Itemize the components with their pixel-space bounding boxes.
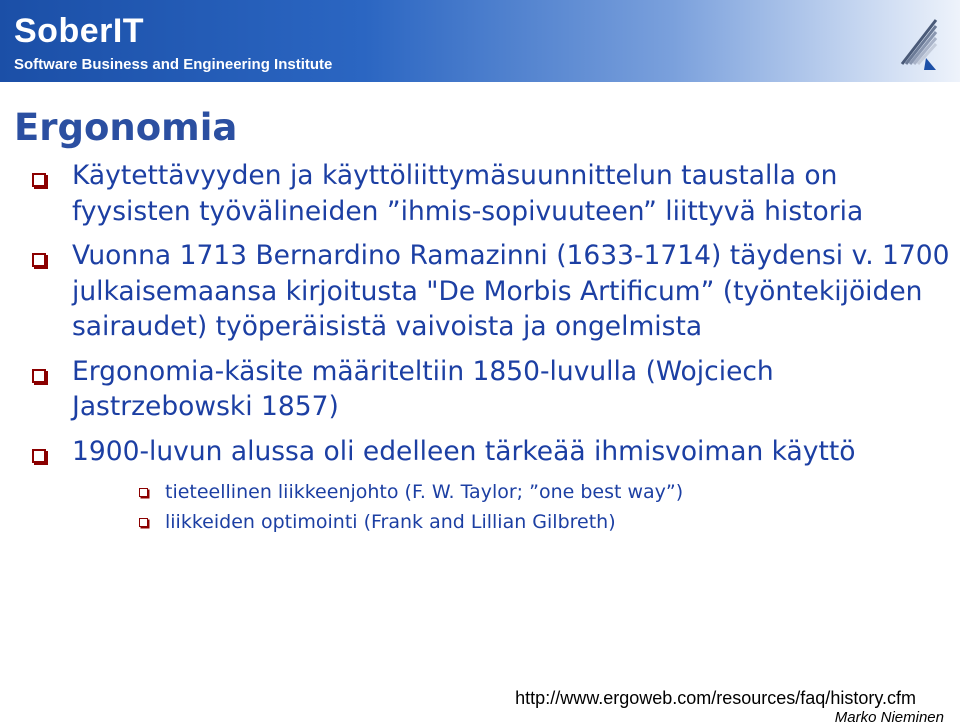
bullet-item (0, 434, 960, 470)
checkbox-bullet-icon (139, 488, 148, 497)
checkbox-bullet-icon (32, 369, 46, 383)
checkbox-bullet-icon (32, 449, 46, 463)
logo-title: SoberIT (14, 12, 145, 50)
checkbox-bullet-icon (32, 253, 46, 267)
bullet-text: 1900-luvun alussa oli edelleen tärkeää ihmisvoiman käyttö (72, 435, 856, 467)
checkbox-bullet-icon (139, 518, 148, 527)
author-name: Marko Nieminen (834, 709, 944, 726)
sub-bullet-item (0, 507, 960, 537)
university-emblem-icon (896, 14, 942, 70)
bullet-text: Ergonomia-käsite määriteltiin 1850-luvulla (Wojciech Jastrzebowski 1857) (72, 355, 774, 422)
source-url: http://www.ergoweb.com/resources/faq/history.cfm (515, 688, 916, 708)
bullet-item (0, 354, 960, 425)
bullet-text: Vuonna 1713 Bernardino Ramazinni (1633-1714) täydensi v. 1700 julkaisemaansa kirjoitusta "De Morbis Artificum” (työntekijöiden sairaudet) työperäisistä vaivoista ja ongelmista (72, 240, 950, 342)
slide-body (0, 158, 960, 537)
sub-bullet-text: liikkeiden optimointi (Frank and Lillian Gilbreth) (165, 511, 616, 533)
bullet-item (0, 158, 960, 229)
checkbox-bullet-icon (32, 173, 46, 187)
sub-bullet-item (0, 477, 960, 507)
bullet-item (0, 238, 960, 345)
sub-bullet-text: tieteellinen liikkeenjohto (F. W. Taylor; ”one best way”) (165, 481, 684, 503)
logo-subtitle: Software Business and Engineering Institute (14, 56, 333, 73)
slide-title: Ergonomia (14, 106, 238, 149)
header-banner (0, 0, 960, 82)
bullet-text: Käytettävyyden ja käyttöliittymäsuunnittelun taustalla on fyysisten työvälineiden ”ihmis-sopivuuteen” liittyvä historia (72, 160, 864, 227)
